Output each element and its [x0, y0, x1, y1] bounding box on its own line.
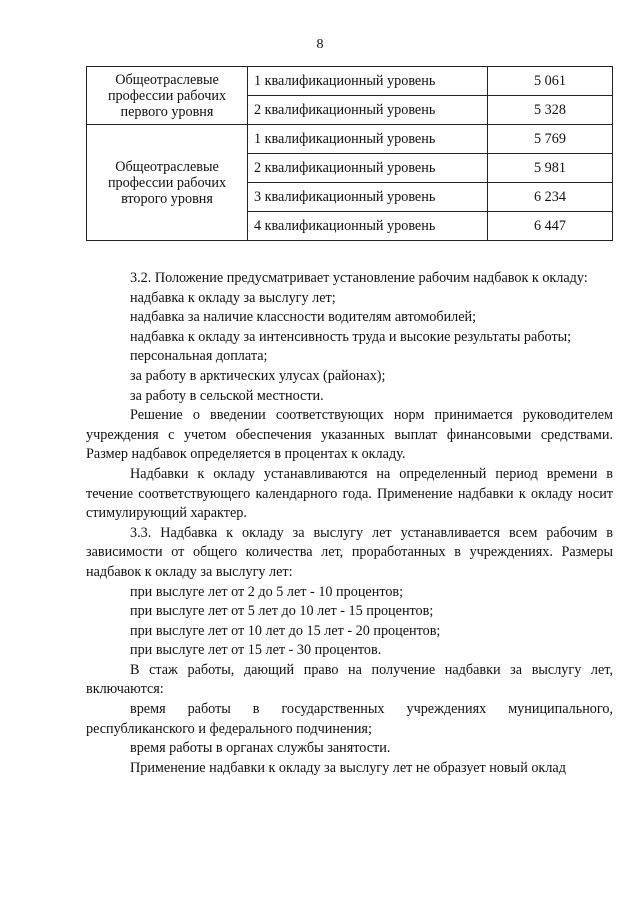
paragraph: при выслуге лет от 2 до 5 лет - 10 процентов; — [130, 583, 404, 600]
level-cell: 1 квалификационный уровень — [248, 125, 488, 154]
paragraph: время работы в органах службы занятости. — [130, 740, 391, 757]
level-cell: 1 квалификационный уровень — [248, 67, 488, 96]
level-cell: 2 квалификационный уровень — [248, 96, 488, 125]
value-cell: 5 061 — [488, 67, 613, 96]
paragraph: при выслуге лет от 5 лет до 10 лет - 15 процентов; — [130, 603, 434, 620]
paragraph: Применение надбавки к окладу за выслугу лет не образует новый оклад — [130, 759, 566, 776]
paragraph: надбавка к окладу за интенсивность труда и высокие результаты работы; — [130, 328, 572, 345]
paragraph: 3.2. Положение предусматривает установление рабочим надбавок к окладу: — [130, 270, 588, 286]
group-name-cell: Общеотраслевые профессии рабочих первого уровня — [87, 67, 248, 125]
body-text — [86, 269, 613, 778]
table-row — [87, 67, 613, 96]
value-cell: 5 328 — [488, 96, 613, 125]
paragraph: надбавка за наличие классности водителям автомобилей; — [130, 309, 477, 326]
paragraph: Надбавки к окладу устанавливаются на определенный период времени в течение соответствующего календарного года. Применение надбавки к окладу носит стимулирующий характер. — [86, 465, 613, 522]
level-cell: 4 квалификационный уровень — [248, 212, 488, 241]
paragraph: надбавка к окладу за выслугу лет; — [130, 289, 336, 306]
level-cell: 3 квалификационный уровень — [248, 183, 488, 212]
table-row — [87, 125, 613, 154]
level-cell: 2 квалификационный уровень — [248, 154, 488, 183]
paragraph: В стаж работы, дающий право на получение надбавки за выслугу лет, включаются: — [86, 661, 613, 698]
paragraph: Решение о введении соответствующих норм принимается руководителем учреждения с учетом обеспечения указанных выплат финансовыми средствами. Размер надбавок определяется в процентах к окладу. — [86, 407, 613, 463]
paragraph: персональная доплата; — [130, 348, 268, 365]
salary-table — [86, 66, 613, 241]
paragraph: время работы в государственных учреждениях муниципального, республиканского и федерального подчинения; — [86, 701, 613, 737]
paragraph: за работу в арктических улусах (районах); — [130, 367, 386, 384]
value-cell: 6 234 — [488, 183, 613, 212]
paragraph: за работу в сельской местности. — [130, 387, 324, 404]
paragraph: 3.3. Надбавка к окладу за выслугу лет устанавливается всем рабочим в зависимости от общего количества лет, проработанных в учреждениях. Размеры надбавок к окладу за выслугу лет: — [86, 524, 613, 580]
group-name-cell: Общеотраслевые профессии рабочих второго уровня — [87, 125, 248, 241]
page-number: 8 — [316, 37, 324, 52]
value-cell: 5 769 — [488, 125, 613, 154]
value-cell: 6 447 — [488, 212, 613, 241]
paragraph: при выслуге лет от 10 лет до 15 лет - 20 процентов; — [130, 622, 441, 639]
value-cell: 5 981 — [488, 154, 613, 183]
paragraph: при выслуге лет от 15 лет - 30 процентов. — [130, 642, 382, 659]
